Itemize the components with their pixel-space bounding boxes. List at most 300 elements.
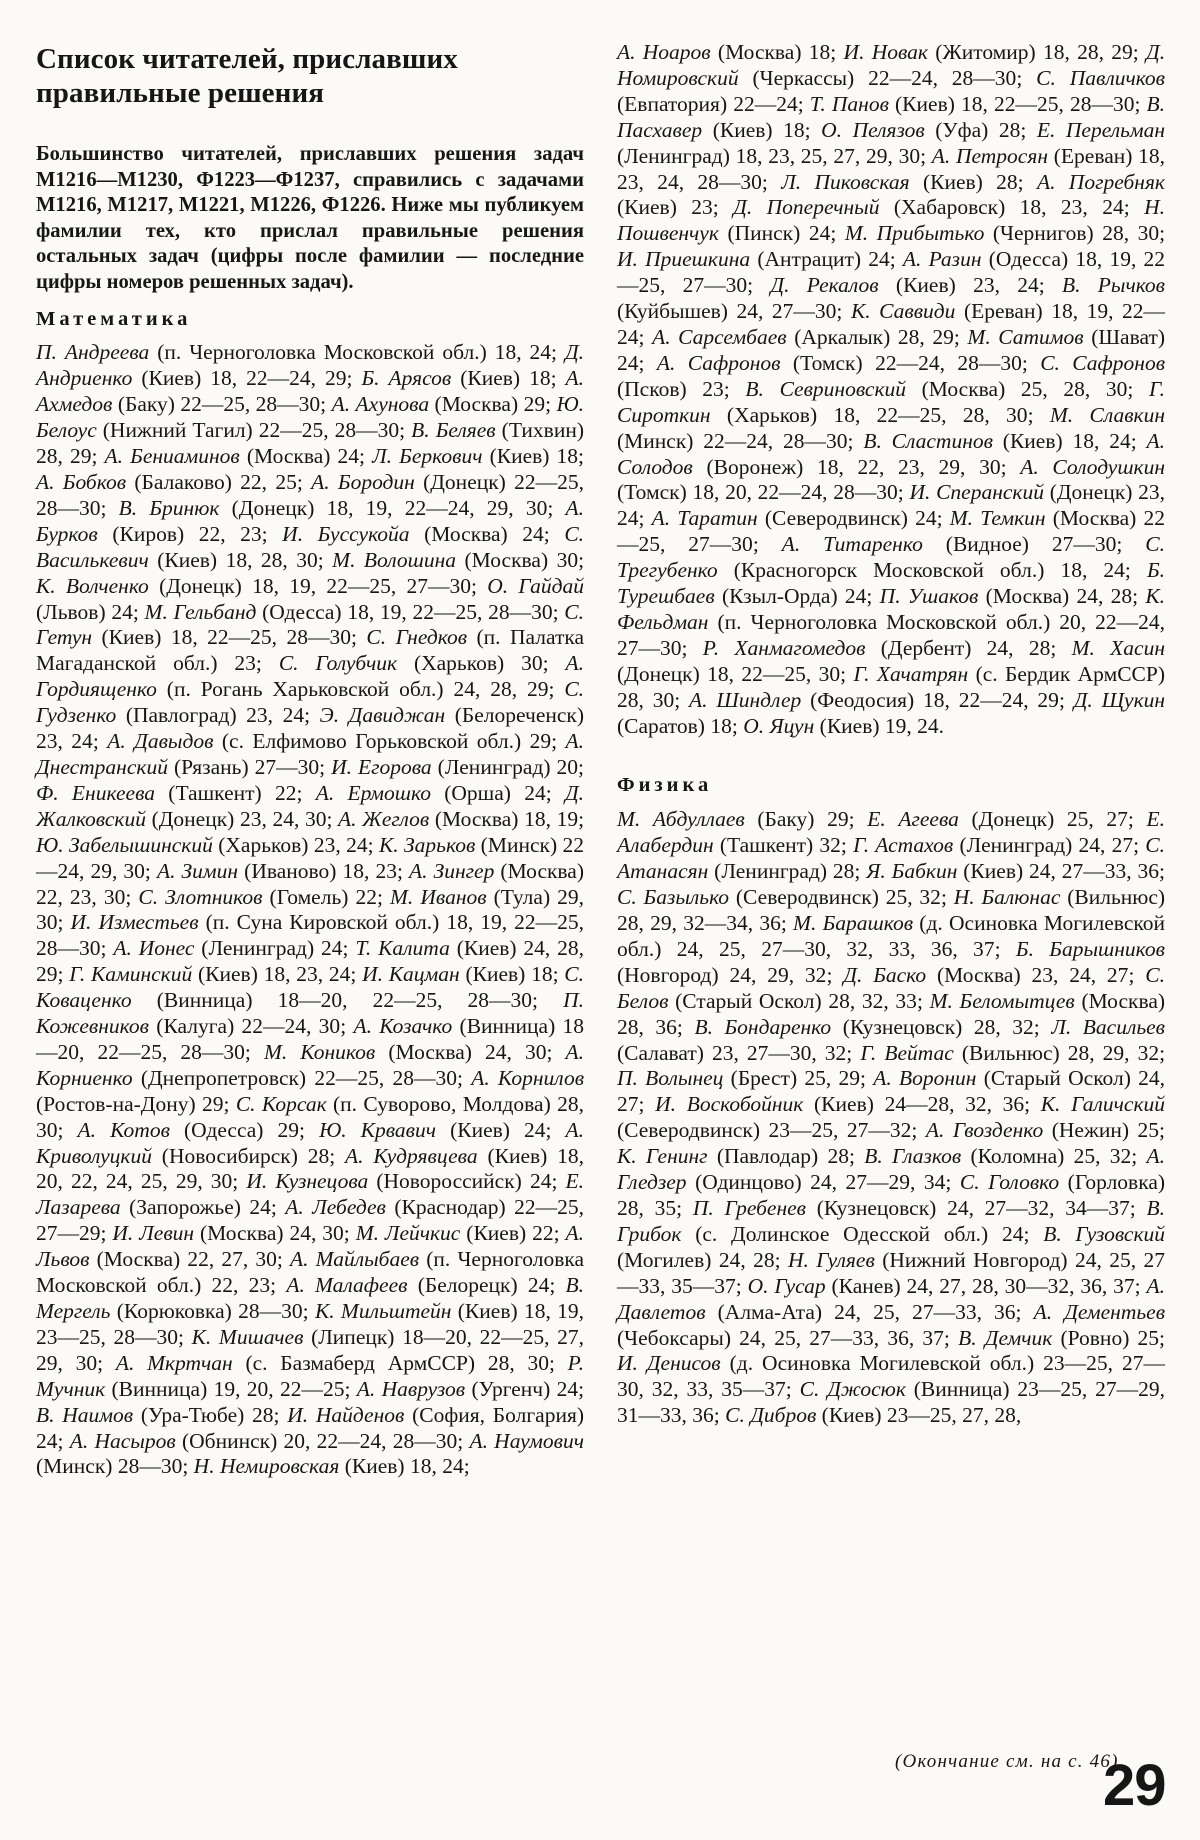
reader-name: А. Котов (77, 1117, 170, 1142)
reader-problems: 22—25, 27—30 (617, 506, 1166, 557)
reader-name: С. Василькевич (36, 521, 585, 572)
reader-problems: 24 (337, 444, 360, 469)
reader-problems: 28 (252, 1402, 274, 1427)
reader-name: И. Найденов (287, 1402, 405, 1427)
reader-city: (Гомель) (269, 884, 349, 909)
reader-name: А. Зингер (409, 858, 495, 883)
reader-city: (Феодосия) (810, 687, 915, 712)
reader-name: В. Пасхавер (617, 91, 1166, 142)
reader-problems: 23—25, 27—32 (768, 1118, 912, 1143)
reader-name: В. Сластинов (863, 428, 993, 453)
reader-entry: В. Демчик (Ровно) 25; (958, 1325, 1166, 1350)
reader-entry: М. Лейчкис (Киев) 22; (355, 1221, 566, 1246)
reader-city: (Москва) (985, 584, 1070, 609)
reader-city: (Ленинград) (201, 936, 315, 961)
reader-name: Д. Баско (843, 962, 927, 987)
reader-problems: 18, 24 (494, 340, 552, 365)
reader-entry: А. Майлыбаев (п. Черноголовка Московской обл.) 22, 23; (36, 1247, 585, 1298)
reader-problems: 24, 25, 27—30, 32, 33, 36, 37 (676, 936, 995, 961)
reader-entry: М. Прибытько (Чернигов) 28, 30; (844, 221, 1166, 246)
reader-name: П. Андреева (36, 340, 150, 365)
reader-name: А. Ермошко (315, 780, 431, 805)
reader-problems: 23, 24, 30 (239, 806, 327, 831)
reader-problems: 24, 27, 28, 30—32, 36, 37 (906, 1273, 1135, 1298)
reader-city: (Москва) (921, 376, 1006, 401)
reader-city: (Москва) (464, 547, 549, 572)
reader-entry: А. Малафеев (Белорецк) 24; (286, 1273, 566, 1298)
page-title: Список читателей, приславших правильные решения (36, 43, 458, 109)
reader-entry: К. Мишачев (Липецк) 18—20, 22—25, 27, 29, 30; (36, 1324, 585, 1375)
reader-problems: 25, 28, 30 (1020, 376, 1128, 401)
reader-city: (Донецк) (159, 573, 242, 598)
reader-entry: Н. Немировская (Киев) 18, 24; (193, 1454, 470, 1479)
reader-problems: 18, 23, 24 (1019, 195, 1124, 220)
reader-name: К. Волченко (36, 573, 149, 598)
reader-name: Г. Вейтас (860, 1040, 954, 1065)
reader-entry: Д. Андриенко (Киев) 18, 22—24, 29; (36, 340, 584, 391)
reader-city: (Ташкент) (719, 833, 814, 858)
reader-problems: 24, 25, 27—33, 36 (834, 1299, 1016, 1324)
math-entries-part-1 (36, 340, 584, 1480)
reader-name: М. Славкин (1049, 402, 1166, 427)
reader-name: К. Мишачев (191, 1324, 304, 1349)
reader-city: (Киев) (456, 936, 517, 961)
reader-city: (Киев) (489, 444, 550, 469)
reader-entry: В. Беляев (Тихвин) 28, 29; (36, 418, 585, 469)
reader-problems: 22 (532, 1221, 554, 1246)
reader-problems: 18—20, 22—25, 28—30 (277, 988, 533, 1013)
reader-name: С. Гнедков (366, 625, 468, 650)
reader-entry: Б. Арясов (Киев) 18; (361, 366, 566, 391)
reader-entry: Ф. Еникеева (Ташкент) 22; (36, 780, 316, 805)
reader-name: М. Гельбанд (144, 599, 257, 624)
reader-name: А. Гордиященко (36, 651, 584, 702)
reader-name: А. Бородин (311, 470, 415, 494)
reader-entry: Р. Мучник (Винница) 19, 20, 22—25; (36, 1350, 585, 1401)
reader-problems: 23, 24 (617, 480, 1166, 531)
reader-entry: Г. Сироткин (Харьков) 18, 22—25, 28, 30; (617, 376, 1166, 427)
reader-entry: А. Лебедев (Краснодар) 22—25, 27—29; (36, 1195, 584, 1246)
reader-problems: 22—24, 30 (241, 1014, 341, 1039)
reader-city: (Красногорск Московской обл.) (733, 558, 1045, 583)
reader-entry: С. Голубчик (Харьков) 30; (278, 651, 566, 676)
reader-name: Д. Номировский (617, 40, 1166, 90)
reader-city: (Калуга) (156, 1014, 235, 1039)
reader-problems: 23, 24 (973, 273, 1039, 298)
reader-city: (Киев) (487, 1143, 548, 1168)
reader-name: Ю. Крвавич (319, 1117, 436, 1142)
reader-city: (Дербент) (880, 635, 972, 660)
reader-entry: В. Сластинов (Киев) 18, 24; (863, 428, 1147, 453)
reader-entry: Д. Жалковский (Донецк) 23, 24, 30; (36, 780, 585, 831)
reader-city: (Старый Оскол) (983, 1066, 1131, 1091)
reader-entry: А. Зингер (Москва) 22, 23, 30; (36, 858, 585, 909)
reader-name: И. Егорова (331, 754, 432, 779)
reader-name: И. Изместьев (70, 910, 199, 935)
reader-problems: 24 (915, 506, 937, 531)
reader-entry: Б. Турешбаев (Кзыл-Орда) 24; (617, 558, 1165, 609)
reader-name: В. Наимов (36, 1402, 134, 1427)
reader-city: (Донецк) (423, 470, 506, 494)
reader-entry: Т. Панов (Киев) 18, 22—25, 28—30; (809, 91, 1147, 116)
reader-problems: 28—30 (117, 1454, 183, 1479)
reader-problems: 24, 25, 27—33, 35—37 (617, 1247, 1166, 1298)
reader-entry: К. Волченко (Донецк) 18, 19, 22—25, 27—30; (36, 573, 488, 598)
reader-problems: 28 (832, 859, 855, 884)
reader-problems: 32 (819, 833, 841, 858)
reader-city: (Старый Оскол) (675, 988, 822, 1013)
reader-name: В. Рычков (1061, 273, 1166, 298)
reader-entry: С. Трегубенко (Красногорск Московской обл.) 18, 24; (617, 532, 1166, 583)
reader-city: (Донецк) (971, 807, 1055, 832)
reader-name: И. Приешкина (617, 247, 751, 272)
reader-problems: 18, 24 (1060, 558, 1125, 583)
reader-entry: И. Буссукойа (Москва) 24; (282, 521, 565, 546)
reader-entry: И. Кацман (Киев) 18; (362, 962, 565, 987)
reader-name: Р. Ханмагомедов (702, 635, 866, 660)
reader-entry: И. Денисов (д. Осиновка Могилевской обл.) 23—25, 27—30, 32, 33, 35—37; (617, 1351, 1166, 1402)
reader-problems: 18, 22—25, 28—30 (961, 91, 1135, 116)
reader-entry: Л. Пиковская (Киев) 28; (781, 169, 1037, 194)
reader-name: А. Малафеев (286, 1273, 408, 1298)
reader-problems: 24 (556, 1376, 579, 1401)
reader-city: (Киев) (101, 625, 162, 650)
reader-city: (Одесса) (183, 1117, 264, 1142)
intro-paragraph: Большинство читателей, приславших решения задач М1216—М1230, Ф1223—Ф1237, справились с задачами М1216, М1217, М1221, М1226, Ф1226. Ниже мы публикуем фамилии тех, кто прислал правильные решения остальных задач (цифры после фамилии — последние цифры номеров решенных задач). (36, 143, 584, 293)
reader-name: А. Бениаминов (104, 444, 240, 469)
reader-city: (Винница) (111, 1376, 208, 1401)
reader-city: (Киев) (617, 195, 677, 220)
reader-name: А. Насыров (69, 1428, 176, 1453)
reader-name: А. Ахунова (331, 392, 430, 417)
reader-problems: 23, 24 (313, 832, 368, 857)
reader-entry: Д. Поперечный (Хабаровск) 18, 23, 24; (733, 195, 1145, 220)
reader-city: (Киев) (895, 91, 955, 116)
reader-name: К. Зарьков (378, 832, 476, 857)
reader-entry: А. Львов (Москва) 22, 27, 30; (36, 1221, 584, 1272)
reader-entry: И. Новак (Житомир) 18, 28, 29; (843, 40, 1147, 64)
reader-entry: А. Бурков (Киров) 22, 23; (36, 495, 584, 546)
reader-city: (п. Черноголовка Московской обл.) (717, 609, 1051, 634)
reader-city: (Чебоксары) (617, 1325, 731, 1350)
reader-name: О. Пелязов (821, 117, 925, 142)
reader-name: И. Денисов (617, 1351, 721, 1376)
reader-entry: Я. Бабкин (Киев) 24, 27—33, 36; (866, 859, 1165, 884)
reader-city: (Москва) (434, 806, 519, 831)
reader-city: (Донецк) (151, 806, 235, 831)
reader-city: (Киев) (814, 1092, 874, 1117)
reader-problems: 19, 24. (884, 713, 945, 738)
reader-city: (Канев) (831, 1273, 901, 1298)
reader-problems: 27—30 (254, 754, 320, 779)
reader-entry: В. Глазков (Коломна) 25, 32; (864, 1144, 1147, 1169)
reader-name: А. Воронин (873, 1066, 977, 1091)
reader-city: (Шават) (1091, 324, 1166, 349)
reader-problems: 29 (827, 807, 849, 832)
reader-city: (Харьков) (413, 651, 505, 676)
reader-city: (Брест) (730, 1066, 798, 1091)
reader-city: (Евпатория) (617, 91, 728, 116)
reader-name: С. Трегубенко (617, 532, 1166, 583)
reader-name: А. Давыдов (107, 729, 214, 754)
reader-city: (Москва) (96, 1247, 181, 1272)
reader-city: (д. Осиновка Могилевской обл.) (729, 1351, 1035, 1376)
reader-problems: 18 (783, 117, 805, 142)
reader-entry: А. Гвозденко (Нежин) 25; (925, 1118, 1165, 1143)
reader-name: М. Хасин (1071, 635, 1166, 660)
reader-city: (с. Долинское Одесской обл.) (695, 1221, 989, 1246)
reader-city: (с. Базмаберд АрмССР) (245, 1350, 476, 1375)
reader-entry: А. Бениаминов (Москва) 24; (104, 444, 373, 469)
reader-problems: 24 (1001, 1221, 1024, 1246)
reader-entry: М. Волошина (Москва) 30; (332, 547, 585, 572)
reader-city: (Северодвинск) (735, 885, 879, 910)
reader-entry: М. Коников (Москва) 24, 30; (263, 1039, 566, 1064)
reader-entry: Т. Калита (Киев) 24, 28, 29; (36, 936, 584, 987)
reader-city: (Хабаровск) (893, 195, 1006, 220)
reader-name: К. Саввиди (850, 299, 956, 324)
reader-problems: 24, 30 (485, 1039, 547, 1064)
reader-city: (Киев) (712, 117, 773, 142)
reader-problems: 22, 23 (198, 521, 262, 546)
reader-name: С. Базылько (617, 885, 730, 910)
reader-entry: С. Коваценко (Винница) 18—20, 22—25, 28—30; (36, 962, 585, 1013)
reader-city: (Обнинск) (181, 1428, 278, 1453)
reader-name: Е. Перельман (1036, 117, 1165, 142)
reader-name: А. Давлетов (617, 1273, 1165, 1324)
reader-name: А. Разин (902, 247, 982, 272)
reader-city: (Киев) (963, 859, 1024, 884)
reader-problems: 18, 24 (409, 1454, 464, 1479)
reader-entry: С. Базылько (Северодвинск) 25, 32; (617, 885, 954, 910)
reader-problems: 18, 20, 22, 24, 25, 29, 30 (36, 1143, 584, 1194)
reader-name: О. Гусар (747, 1273, 826, 1298)
reader-city: (Нежин) (1051, 1118, 1130, 1143)
reader-name: К. Галичский (1040, 1092, 1166, 1117)
reader-city: (Нижний Тагил) (102, 418, 253, 443)
reader-problems: 18 (808, 40, 831, 64)
reader-name: А. Корнилов (471, 1065, 585, 1090)
reader-entry: К. Фельдман (п. Черноголовка Московской обл.) 20, 22—24, 27—30; (617, 584, 1166, 660)
reader-city: (Новороссийск) (376, 1169, 522, 1194)
reader-city: (Москва) (500, 858, 585, 883)
reader-entry: К. Саввиди (Ереван) 18, 19, 22—24; (617, 299, 1166, 349)
reader-entry: М. Абдуллаев (Баку) 29; (617, 807, 868, 832)
reader-problems: 28, 32, 33 (828, 988, 917, 1013)
reader-problems: 25 (1137, 1118, 1160, 1143)
reader-city: (Ленинград) (714, 859, 828, 884)
reader-name: Ю. Белоус (36, 392, 585, 443)
reader-entry: А. Зимин (Иваново) 18, 23; (156, 858, 410, 883)
reader-name: В. Бондаренко (694, 1014, 832, 1039)
reader-problems: 22, 27, 30 (187, 1247, 277, 1272)
reader-city: (Новосибирск) (161, 1143, 298, 1168)
reader-entry: Д. Щукин (Саратов) 18; (617, 687, 1166, 738)
reader-entry: С. Джосюк (Винница) 23—25, 27—29, 31—33, 36; (617, 1377, 1166, 1428)
reader-entry: С. Павличков (Евпатория) 22—24; (617, 65, 1166, 116)
reader-name: П. Гребенев (692, 1195, 806, 1220)
reader-problems: 29 (201, 1091, 224, 1116)
reader-city: (п. Суна Кировской обл.) (205, 910, 440, 935)
reader-entry: Е. Алабердин (Ташкент) 32; (617, 807, 1166, 858)
reader-entry: Д. Номировский (Черкассы) 22—24, 28—30; (617, 40, 1166, 90)
reader-problems: 18, 19, 22—25, 28—30 (36, 910, 585, 961)
reader-name: А. Солодов (617, 428, 1166, 479)
reader-name: В. Беляев (411, 418, 496, 443)
reader-city: (Москва) (1052, 506, 1137, 531)
reader-entry: А. Солодов (Воронеж) 18, 22, 23, 29, 30; (617, 428, 1166, 479)
reader-name: П. Волынец (617, 1066, 724, 1091)
reader-name: Г. Хачатрян (853, 661, 969, 686)
reader-name: М. Абдуллаев (617, 807, 745, 832)
reader-city: (Алма-Ата) (717, 1299, 823, 1324)
reader-entry: Е. Перельман (Ленинград) 18, 23, 25, 27, 29, 30; (617, 117, 1165, 168)
reader-name: А. Шиндлер (689, 687, 802, 712)
reader-entry: П. Андреева (п. Черноголовка Московской обл.) 18, 24; (36, 340, 565, 365)
reader-city: (Житомир) (935, 40, 1036, 64)
reader-problems: 18, 19, 23—25, 28—30 (36, 1299, 585, 1349)
continuation-note: (Окончание см. на с. 46) (895, 1751, 1119, 1772)
reader-name: Ф. Еникеева (36, 780, 156, 805)
reader-name: И. Кацман (362, 962, 460, 987)
reader-city: (Киев) (450, 1117, 510, 1142)
reader-entry: А. Кудрявцева (Киев) 18, 20, 22, 24, 25, 29, 30; (36, 1143, 584, 1194)
reader-name: Е. Лазарева (36, 1169, 585, 1220)
reader-name: И. Новак (843, 40, 928, 64)
reader-name: И. Воскобойник (655, 1092, 804, 1117)
reader-problems: 23, 24, 27 (1031, 962, 1129, 987)
reader-problems: 28, 30 (617, 687, 675, 712)
reader-problems: 28, 29, 32—34, 36 (617, 911, 781, 935)
reader-entry: А. Наврузов (Ургенч) 24; (356, 1376, 585, 1401)
reader-problems: 24, 27 (1078, 833, 1134, 858)
reader-entry: А. Солодушкин (Томск) 18, 20, 22—24, 28—30; (617, 454, 1166, 505)
reader-problems: 28, 29 (36, 444, 92, 469)
section-heading-math: Математика (36, 307, 192, 330)
reader-entry (743, 714, 944, 738)
reader-entry: А. Сафронов (Томск) 22—24, 28—30; (656, 350, 1041, 375)
reader-name: А. Криволуцкий (36, 1117, 585, 1168)
reader-name: С. Атанасян (617, 833, 1166, 884)
reader-name: И. Буссукойа (282, 521, 410, 546)
reader-entry: А. Днестранский (Рязань) 27—30; (36, 729, 585, 779)
reader-city: (Черкассы) (752, 65, 855, 90)
reader-entry: И. Левин (Москва) 24, 30; (112, 1221, 356, 1246)
reader-problems: 22—24, 28—30 (868, 65, 1017, 90)
reader-city: (Донецк) (231, 495, 315, 520)
reader-problems: 25, 32 (1073, 1144, 1132, 1169)
reader-entry: П. Волынец (Брест) 25, 29; (617, 1066, 874, 1091)
reader-name: А. Лебедев (285, 1195, 386, 1220)
reader-problems: 24, 28, 29 (36, 936, 584, 987)
reader-problems: 20, 22—24, 27—30 (617, 609, 1166, 660)
reader-entry: С. Корсак (п. Суворово, Молдова) 28, 30; (36, 1091, 584, 1142)
reader-problems: 28—30 (238, 1299, 303, 1323)
reader-entry: И. Изместьев (п. Суна Кировской обл.) 18, 19, 22—25, 28—30; (36, 910, 585, 961)
reader-entry: А. Мкртчан (с. Базмаберд АрмССР) 28, 30; (115, 1350, 568, 1375)
reader-problems: 18, 19, 22—25, 27—30 (617, 247, 1166, 298)
reader-entry: А. Титаренко (Видное) 27—30; (781, 532, 1146, 557)
reader-name: А. Солодушкин (1020, 454, 1166, 479)
reader-city: (Могилев) (617, 1247, 712, 1272)
reader-problems: 25, 29 (804, 1066, 861, 1091)
physics-entries (617, 807, 1165, 1429)
reader-name: Д. Рекалов (770, 273, 879, 298)
reader-entry: К. Зарьков (Минск) 22—24, 29, 30; (36, 832, 584, 883)
reader-entry: М. Барашков (д. Осиновка Могилевской обл.) 24, 25, 27—30, 32, 33, 36, 37; (617, 911, 1165, 961)
reader-city: (Тихвин) (501, 418, 585, 443)
reader-problems: 29 (277, 1117, 300, 1142)
reader-problems: 28, 35 (617, 1195, 677, 1220)
reader-problems: 18, 22—25, 28—30 (170, 625, 351, 650)
reader-city: (Львов) (36, 599, 106, 624)
reader-problems: 28 (998, 117, 1021, 142)
reader-entry: П. Кожевников (Калуга) 22—24, 30; (36, 988, 585, 1039)
reader-entry: А. Ахунова (Москва) 29; (331, 392, 557, 417)
reader-entry: В. Гузовский (Могилев) 24, 28; (617, 1221, 1166, 1272)
reader-problems: 24, 28 (1076, 584, 1133, 609)
reader-name: А. Петросян (931, 143, 1049, 168)
reader-city: (Балаково) (134, 470, 232, 494)
reader-entry: С. Гудзенко (Павлоград) 23, 24; (36, 677, 585, 728)
reader-entry: А. Корнилов (Ростов-на-Дону) 29; (36, 1065, 585, 1116)
reader-name: А. Сафронов (656, 350, 781, 375)
reader-city: (Псков) (617, 376, 687, 401)
reader-city: (п. Черноголовка Московской обл.) (36, 1247, 585, 1298)
reader-name: Д. Андриенко (36, 340, 584, 391)
reader-name: С. Гетун (36, 599, 584, 650)
reader-city: (Киев) (922, 169, 983, 194)
reader-problems: 20, 22—24, 28—30 (283, 1428, 458, 1453)
reader-entry: В. Наимов (Ура-Тюбе) 28; (36, 1402, 288, 1427)
reader-entry: Е. Лазарева (Запорожье) 24; (36, 1169, 585, 1220)
reader-problems: 24 (529, 1169, 552, 1194)
reader-name: С. Павличков (1036, 65, 1166, 90)
reader-city: (Саратов) (617, 713, 705, 738)
reader-city: (Киев) (157, 547, 218, 572)
reader-name: О. Яцун (743, 713, 815, 738)
reader-problems: 19, 20, 22—25 (213, 1376, 345, 1401)
reader-problems: 23, 24 (36, 729, 93, 754)
reader-name: С. Коваценко (36, 962, 585, 1013)
reader-problems: 24 (868, 247, 890, 272)
reader-entry: М. Иванов (Тула) 29, 30; (36, 884, 585, 935)
reader-city: (Баку) (757, 807, 815, 832)
reader-city: (Ленинград) (437, 754, 551, 779)
reader-entry: А. Криволуцкий (Новосибирск) 28; (36, 1117, 585, 1168)
reader-name: А. Сарсембаев (652, 324, 787, 349)
reader-name: К. Фельдман (617, 584, 1166, 634)
reader-problems: 18, 22—25, 28, 30 (833, 402, 1028, 427)
reader-entry: М. Сатимов (Шават) 24; (617, 324, 1166, 375)
reader-entry: В. Грибок (с. Долинское Одесской обл.) 24; (617, 1195, 1165, 1246)
reader-name: Л. Беркович (372, 444, 483, 469)
math-entries-part-2 (617, 40, 1165, 739)
reader-city: (Иваново) (244, 858, 337, 883)
reader-problems: 20 (556, 754, 579, 779)
reader-problems: 25, 32 (885, 885, 941, 910)
reader-problems: 23, 24 (246, 703, 305, 728)
reader-problems: 28 (996, 169, 1018, 194)
reader-entry: А. Воронин (Старый Оскол) 24, 27; (617, 1066, 1166, 1117)
reader-name: Н. Гуляев (787, 1247, 875, 1272)
reader-city: (Киев) (895, 273, 956, 298)
reader-entry: И. Кузнецова (Новороссийск) 24; (246, 1169, 566, 1194)
reader-entry: А. Дементьев (Чебоксары) 24, 25, 27—33, 36, 37; (617, 1299, 1166, 1350)
reader-city: (Баку) (117, 392, 175, 417)
reader-city: (Северодвинск) (617, 1118, 761, 1143)
reader-problems: 22—25, 28—30 (36, 470, 585, 520)
